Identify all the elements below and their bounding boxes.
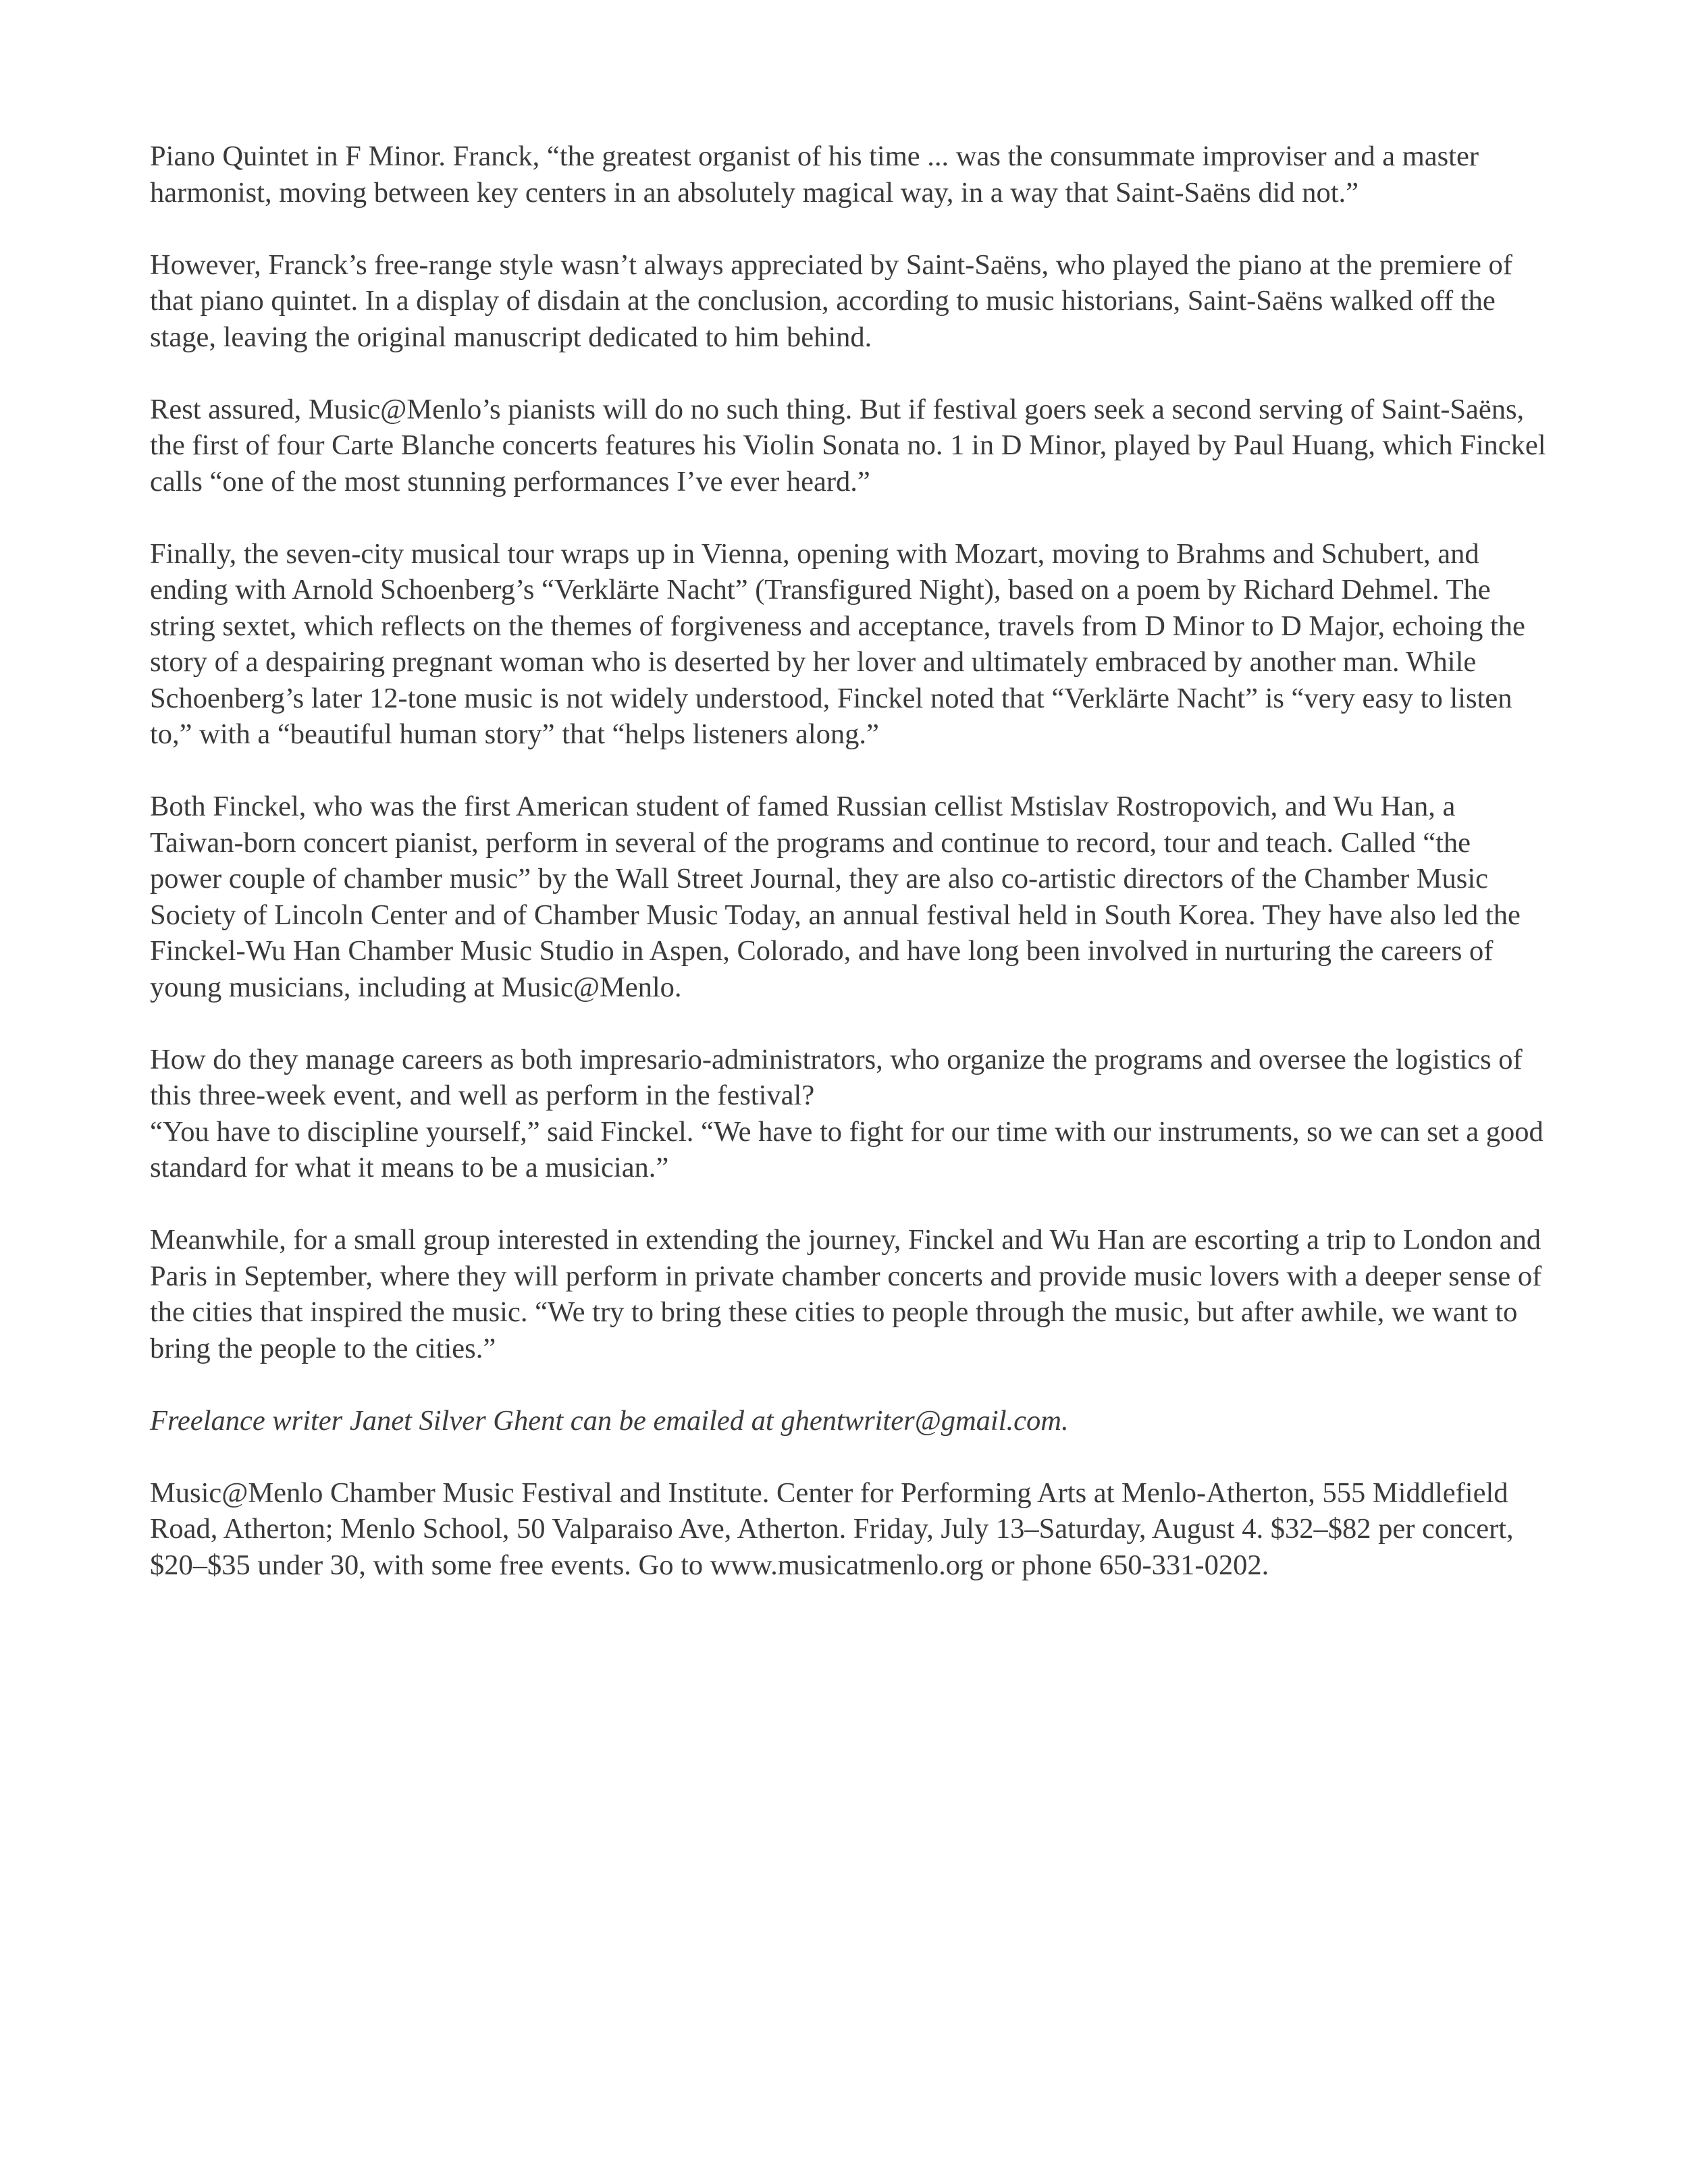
paragraph-finckel-wu-han: Both Finckel, who was the first American student of famed Russian cellist Mstislav Rostropovich, and Wu Han, a Taiwan-born concert pianist, perform in several of the programs and continue to record, tour and teach. Called “the power couple of chamber music” by the Wall Street Journal, they are also co-artistic directors of the Chamber Music Society of Lincoln Center and of Chamber Music Today, an annual festival held in South Korea. They have also led the Finckel-Wu Han Chamber Music Studio in Aspen, Colorado, and have long been involved in nurturing the careers of young musicians, including at Music@Menlo. — [150, 791, 1521, 1003]
paragraph-franck-quintet: Piano Quintet in F Minor. Franck, “the greatest organist of his time ... was the consummate improviser and a master harmonist, moving between key centers in an absolutely magical way, in a way that Saint-Saëns did not.” — [150, 140, 1479, 209]
paragraph-london-paris-trip: Meanwhile, for a small group interested in extending the journey, Finckel and Wu Han are escorting a trip to London and Paris in September, where they will perform in private chamber concerts and provide music lovers with a deeper sense of the cities that inspired the music. “We try to bring these cities to people through the music, but after awhile, we want to bring the people to the cities.” — [150, 1224, 1542, 1364]
byline: Freelance writer Janet Silver Ghent can be emailed at ghentwriter@gmail.com. — [150, 1404, 1069, 1437]
paragraph-saint-saens-premiere: However, Franck’s free-range style wasn’t always appreciated by Saint-Saëns, who played the piano at the premiere of that piano quintet. In a display of disdain at the conclusion, according to music historians, Saint-Saëns walked off the stage, leaving the original manuscript dedicated to him behind. — [150, 248, 1512, 353]
paragraph-manage-careers: How do they manage careers as both impresario-administrators, who organize the programs and oversee the logistics of this three-week event, and well as perform in the festival? — [150, 1043, 1523, 1111]
paragraph-vienna: Finally, the seven-city musical tour wraps up in Vienna, opening with Mozart, moving to Brahms and Schubert, and ending with Arnold Schoenberg’s “Verklärte Nacht” (Transfigured Night), based on a poem by Richard Dehmel. The string sextet, which reflects on the themes of forgiveness and acceptance, travels from D Minor to D Major, echoing the story of a despairing pregnant woman who is deserted by her lover and ultimately embraced by another man. While Schoenberg’s later 12-tone music is not widely understood, Finckel noted that “Verklärte Nacht” is “very easy to listen to,” with a “beautiful human story” that “helps listeners along.” — [150, 537, 1525, 750]
paragraph-carte-blanche: Rest assured, Music@Menlo’s pianists will do no such thing. But if festival goers seek a second serving of Saint-Saëns, the first of four Carte Blanche concerts features his Violin Sonata no. 1 in D Minor, played by Paul Huang, which Finckel calls “one of the most stunning performances I’ve ever heard.” — [150, 393, 1546, 498]
article-body — [150, 138, 1546, 1620]
paragraph-discipline-quote: “You have to discipline yourself,” said Finckel. “We have to fight for our time with our instruments, so we can set a good standard for what it means to be a musician.” — [150, 1115, 1544, 1183]
event-info: Music@Menlo Chamber Music Festival and Institute. Center for Performing Arts at Menlo-Atherton, 555 Middlefield Road, Atherton; Menlo School, 50 Valparaiso Ave, Atherton. Friday, July 13–Saturday, August 4. $32–$82 per concert, $20–$35 under 30, with some free events. Go to www.musicatmenlo.org or phone 650-331-0202. — [150, 1476, 1514, 1581]
